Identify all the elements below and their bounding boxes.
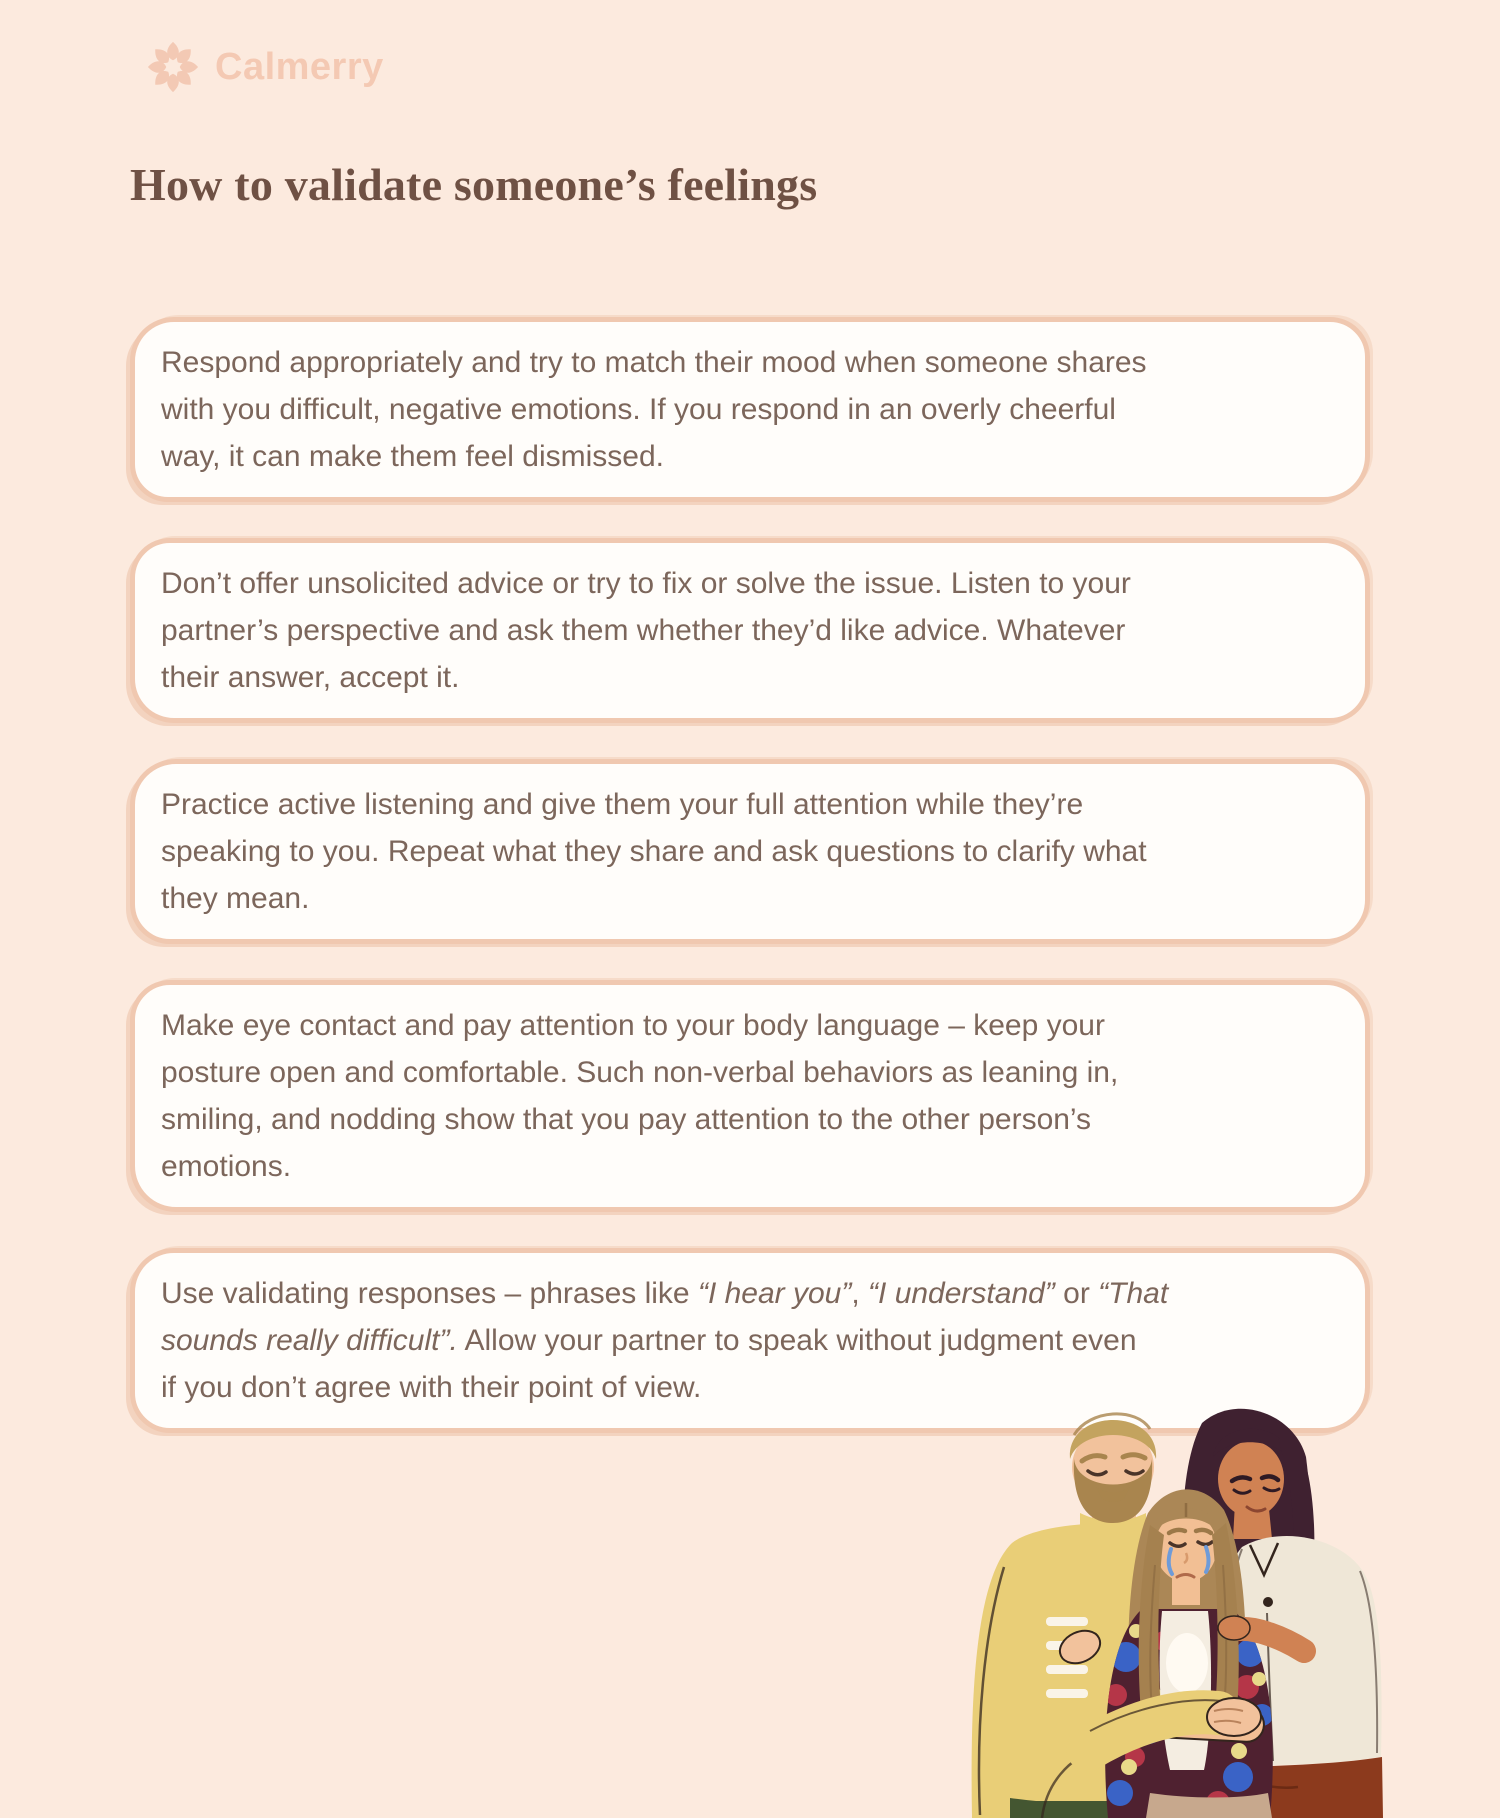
tip-line: Respond appropriately and try to match their mood when someone shares bbox=[161, 346, 1147, 379]
tip-bubble-3 bbox=[130, 759, 1370, 944]
three-people-hugging-illustration bbox=[950, 1395, 1390, 1818]
tip-line: smiling, and nodding show that you pay attention to the other person’s bbox=[161, 1103, 1092, 1136]
tip-line: they mean. bbox=[161, 882, 310, 915]
tip-line: posture open and comfortable. Such non-verbal behaviors as leaning in, bbox=[161, 1056, 1119, 1089]
tip-line: way, it can make them feel dismissed. bbox=[161, 440, 664, 473]
tip-line: if you don’t agree with their point of view. bbox=[161, 1371, 702, 1404]
tip-line: Make eye contact and pay attention to your body language – keep your bbox=[161, 1009, 1105, 1042]
tip-line: sounds really difficult”. Allow your partner to speak without judgment even bbox=[161, 1324, 1137, 1357]
tip-line: emotions. bbox=[161, 1150, 292, 1183]
tips-list bbox=[130, 317, 1370, 1433]
calmerry-logo bbox=[146, 40, 384, 94]
tip-line: Practice active listening and give them your full attention while they’re bbox=[161, 788, 1084, 821]
tip-bubble-1 bbox=[130, 317, 1370, 502]
tip-line: their answer, accept it. bbox=[161, 661, 460, 694]
woman-hand bbox=[1218, 1616, 1250, 1640]
tip-line: speaking to you. Repeat what they share and ask questions to clarify what bbox=[161, 835, 1147, 868]
tip-line: with you difficult, negative emotions. If you respond in an overly cheerful bbox=[161, 393, 1116, 426]
page-title: How to validate someone’s feelings bbox=[130, 159, 818, 210]
tip-line: Use validating responses – phrases like “I hear you”, “I understand” or “That bbox=[161, 1277, 1169, 1310]
brand-name: Calmerry bbox=[215, 45, 384, 88]
man-hand bbox=[1207, 1698, 1261, 1736]
tip-bubble-4 bbox=[130, 980, 1370, 1212]
tip-line: Don’t offer unsolicited advice or try to fix or solve the issue. Listen to your bbox=[161, 567, 1131, 600]
flower-icon bbox=[146, 40, 200, 94]
tip-bubble-2 bbox=[130, 538, 1370, 723]
tip-line: partner’s perspective and ask them whether they’d like advice. Whatever bbox=[161, 614, 1126, 647]
